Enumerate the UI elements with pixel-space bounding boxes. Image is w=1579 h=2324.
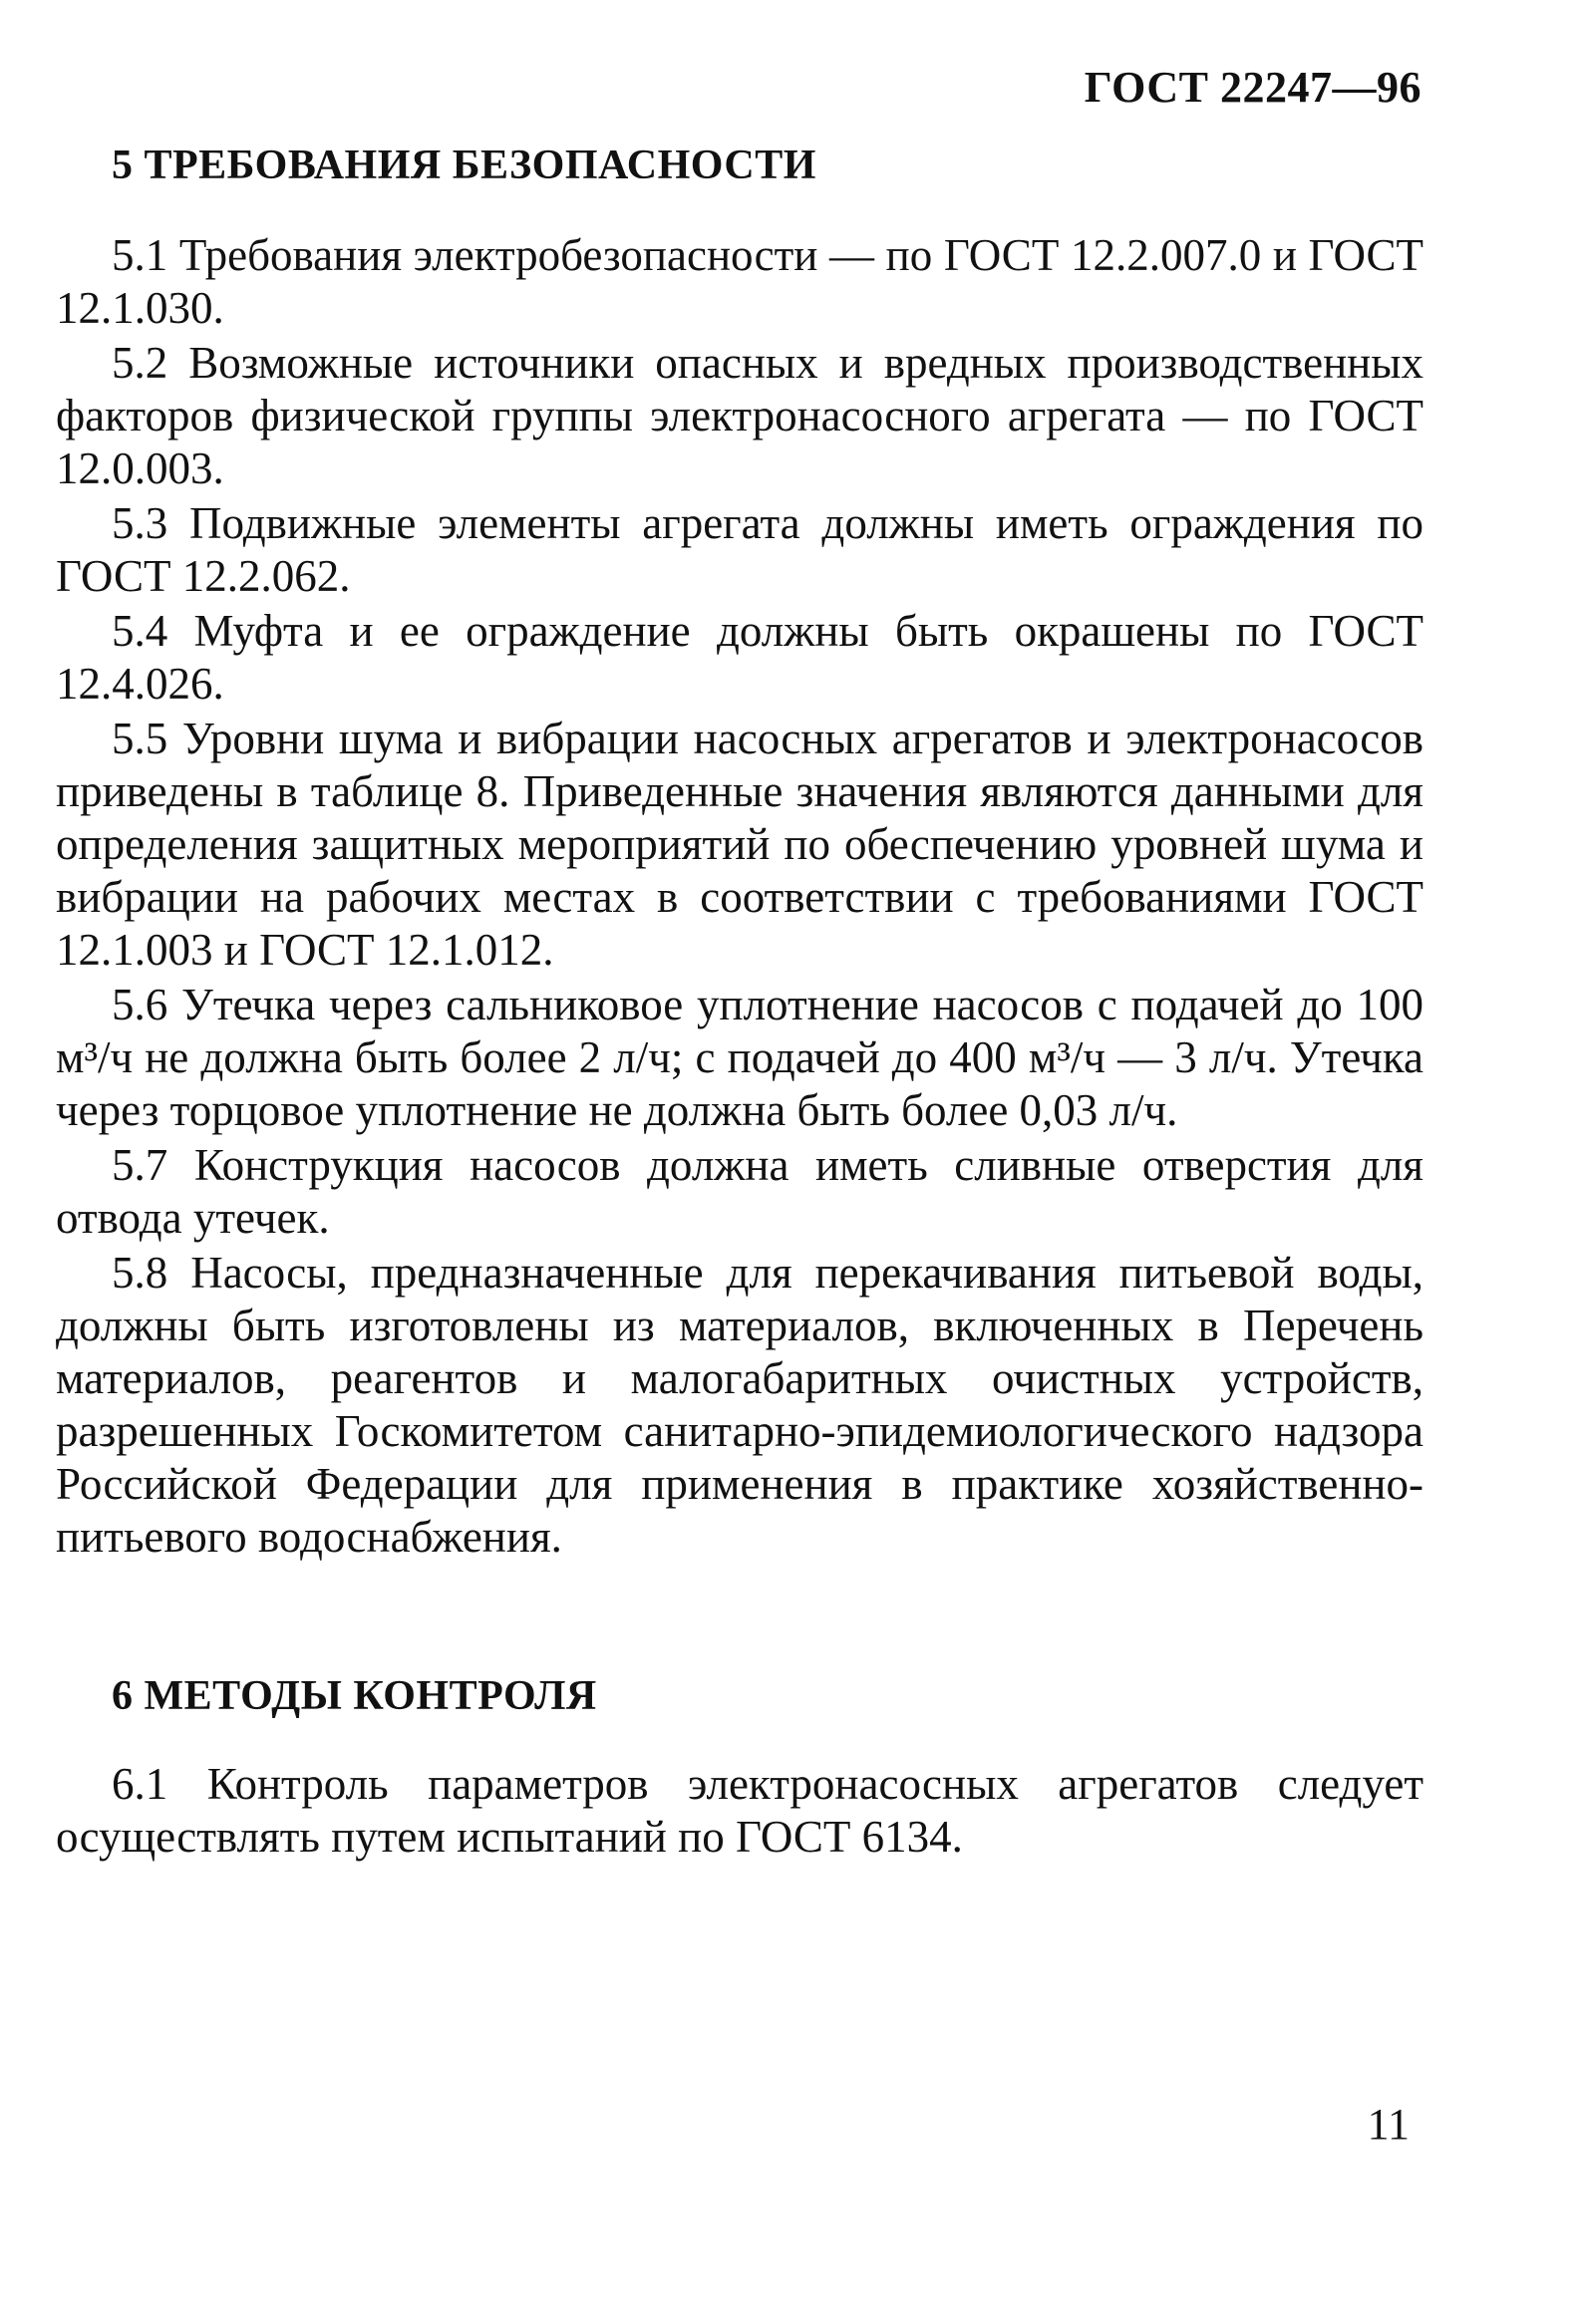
paragraph-5-5: 5.5 Уровни шума и вибрации насосных агрегатов и электронасосов приведены в таблице 8. Приведенные значения являются данными для определения защитных мероприятий по обеспечению уровней шума и вибрации на рабочих местах в соответствии с требованиями ГОСТ 12.1.003 и ГОСТ 12.1.012. [56, 714, 1423, 975]
section-5-body [56, 229, 1423, 1564]
paragraph-5-8: 5.8 Насосы, предназначенные для перекачивания питьевой воды, должны быть изготовлены из материалов, включенных в Перечень материалов, реагентов и малогабаритных очистных устройств, разрешенных Госкомитетом санитарно-эпидемиологического надзора Российской Федерации для применения в практике хозяйственно-питьевого водоснабжения. [56, 1248, 1423, 1562]
paragraph-5-4: 5.4 Муфта и ее ограждение должны быть окрашены по ГОСТ 12.4.026. [56, 606, 1423, 709]
standard-header: ГОСТ 22247—96 [1084, 63, 1421, 112]
paragraph-5-2: 5.2 Возможные источники опасных и вредных производственных факторов физической группы электронасосного агрегата — по ГОСТ 12.0.003. [56, 338, 1423, 493]
section-6-title: 6 МЕТОДЫ КОНТРОЛЯ [112, 1673, 597, 1719]
paragraph-5-1: 5.1 Требования электробезопасности — по ГОСТ 12.2.007.0 и ГОСТ 12.1.030. [56, 230, 1423, 333]
paragraph-5-6: 5.6 Утечка через сальниковое уплотнение насосов с подачей до 100 м³/ч не должна быть более 2 л/ч; с подачей до 400 м³/ч — 3 л/ч. Утечка через торцовое уплотнение не должна быть более 0,03 л/ч. [56, 980, 1423, 1135]
page-number: 11 [1367, 2100, 1410, 2149]
section-6-body [56, 1758, 1423, 1864]
paragraph-5-7: 5.7 Конструкция насосов должна иметь сливные отверстия для отвода утечек. [56, 1140, 1423, 1243]
paragraph-6-1: 6.1 Контроль параметров электронасосных агрегатов следует осуществлять путем испытаний по ГОСТ 6134. [56, 1759, 1423, 1862]
section-5-title: 5 ТРЕБОВАНИЯ БЕЗОПАСНОСТИ [112, 143, 816, 188]
paragraph-5-3: 5.3 Подвижные элементы агрегата должны иметь ограждения по ГОСТ 12.2.062. [56, 498, 1423, 601]
